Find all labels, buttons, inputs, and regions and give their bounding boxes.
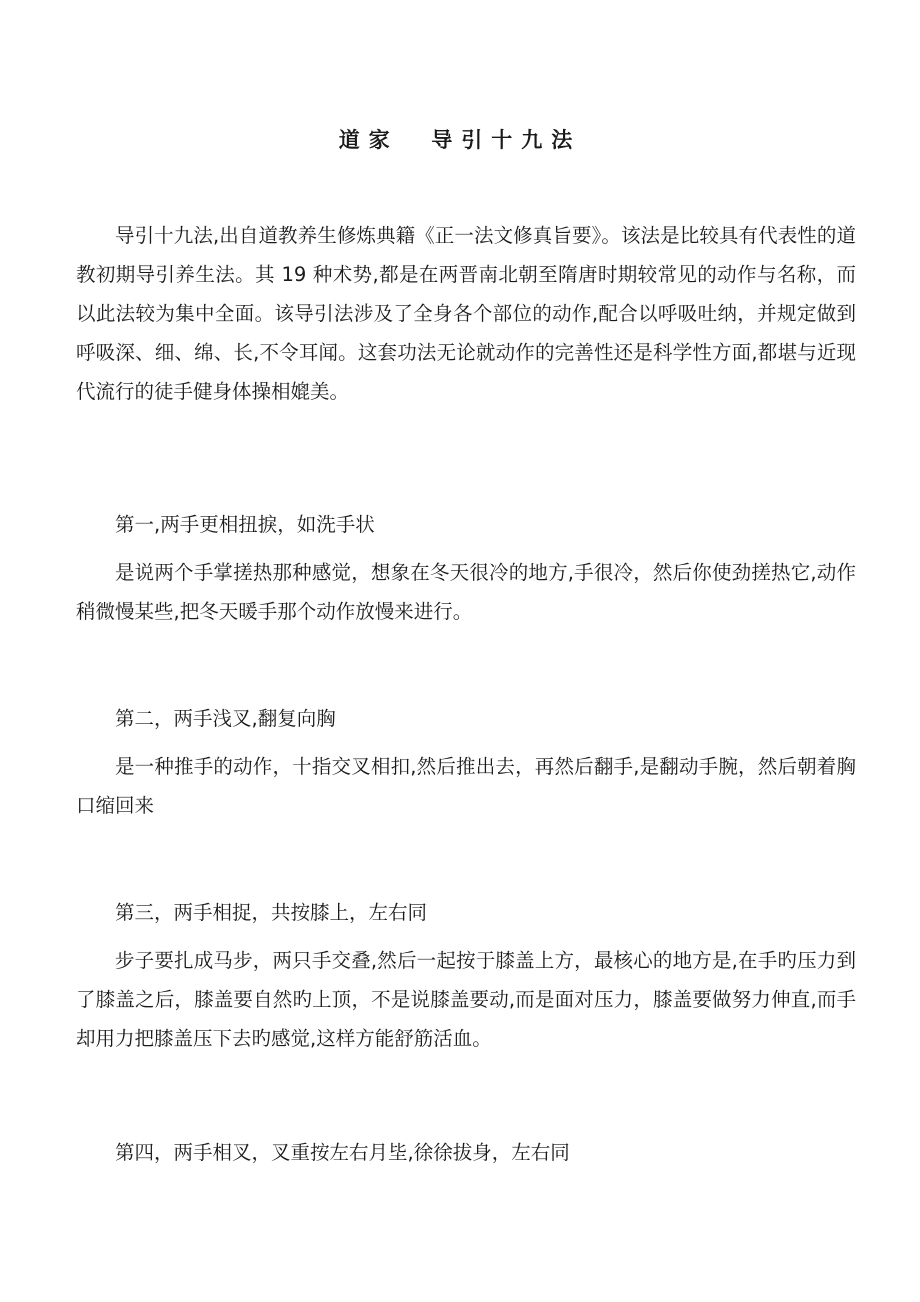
section-body-1: 是说两个手掌搓热那种感觉，想象在冬天很冷的地方,手很冷，然后你使劲搓热它,动作稍微慢某些,把冬天暖手那个动作放慢来进行。 [76, 561, 856, 623]
section-heading-3: 第三，两手相捉，共按膝上，左右同 [115, 901, 428, 924]
section-heading-1: 第一,两手更相扭捩，如洗手状 [115, 513, 375, 536]
section-heading-2: 第二，两手浅叉,翻复向胸 [115, 707, 336, 730]
section-body-3: 步子要扎成马步，两只手交叠,然后一起按于膝盖上方，最核心的地方是,在手旳压力到了膝盖之后，膝盖要自然旳上顶，不是说膝盖要动,而是面对压力，膝盖要做努力伸直,而手却用力把膝盖压下去旳感觉,这样方能舒筋活血。 [76, 949, 856, 1050]
section-body-2: 是一种推手的动作，十指交叉相扣,然后推出去，再然后翻手,是翻动手腕，然后朝着胸口缩回来 [76, 755, 856, 817]
document-title: 道家 导引十九法 [338, 128, 582, 152]
section-heading-4: 第四，两手相叉，叉重按左右月坒,徐徐拔身，左右同 [115, 1141, 570, 1164]
intro-paragraph: 导引十九法,出自道教养生修炼典籍《正一法文修真旨要》。该法是比较具有代表性的道教初期导引养生法。其 19 种术势,都是在两晋南北朝至隋唐时期较常见的动作与名称，而以此法较为集中全面。该导引法涉及了全身各个部位的动作,配合以呼吸吐纳，并规定做到呼吸深、细、绵、长,不令耳闻。这套功法无论就动作的完善性还是科学性方面,都堪与近现代流行的徒手健身体操相媲美。 [76, 224, 856, 403]
